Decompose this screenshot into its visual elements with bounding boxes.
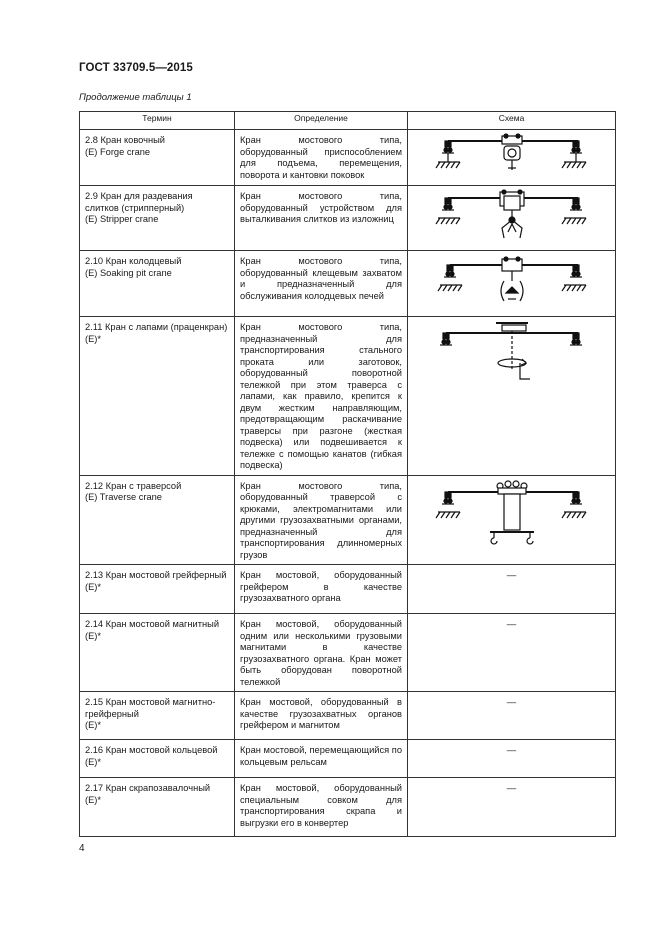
table-row <box>80 692 616 740</box>
term-name: 2.14 Кран мостовой магнитный <box>85 619 220 629</box>
term-english: (E)* <box>85 581 102 592</box>
term-english: (E)* <box>85 333 102 344</box>
term-name: 2.10 Кран колодцевый <box>85 256 182 266</box>
definition-cell: Кран мостового типа, предназначенный для транспортирования стального проката или заготовок, оборудованный поворотной тележкой при этом траверса с лапами, как правило, крепится к двум жестким направляющим, предотвращающим раскачивание траверсы при разгоне (жесткая подвеска) или подвешивается к тележке с помощью канатов (гибкая подвеска) <box>235 317 408 476</box>
definition-cell: Кран мостового типа, оборудованный клещевым захватом и предназначенный для обслуживания колодцевых печей <box>235 251 408 317</box>
column-header-term: Термин <box>80 112 235 130</box>
schema-cell <box>408 251 616 317</box>
term-cell <box>80 317 235 476</box>
table-row <box>80 740 616 778</box>
table-header-row <box>80 112 616 130</box>
definition-cell: Кран мостовой, оборудованный специальным совком для транспортирования скрапа и выгрузки его в конвертер <box>235 778 408 837</box>
term-cell <box>80 186 235 251</box>
standard-header: ГОСТ 33709.5—2015 <box>79 62 193 74</box>
definition-cell: Кран мостового типа, оборудованный приспособлением для подъема, перемещения, поворота и кантовки поковок <box>235 130 408 186</box>
term-cell <box>80 475 235 565</box>
term-english: (E)* <box>85 720 102 730</box>
forge-crane-diagram <box>432 132 592 180</box>
schema-cell <box>408 475 616 565</box>
term-cell <box>80 565 235 614</box>
term-name: 2.15 Кран мостовой магнитно-грейферный <box>85 697 216 719</box>
table-row <box>80 317 616 476</box>
schema-dash: — <box>506 697 517 708</box>
term-name: 2.12 Кран с траверсой <box>85 480 182 491</box>
column-header-schema: Схема <box>408 112 616 130</box>
term-cell <box>80 130 235 186</box>
term-english: (E) Traverse crane <box>85 492 162 502</box>
table-row <box>80 475 616 565</box>
term-english: (E) Stripper crane <box>85 214 159 224</box>
term-cell <box>80 692 235 740</box>
definition-cell: Кран мостовой, перемещающийся по кольцевым рельсам <box>235 740 408 778</box>
column-header-definition: Определение <box>235 112 408 130</box>
claw-crane-diagram <box>432 319 592 387</box>
term-cell <box>80 740 235 778</box>
schema-dash: — <box>506 745 517 756</box>
term-cell <box>80 778 235 837</box>
schema-dash: — <box>506 619 517 630</box>
schema-cell <box>408 740 616 778</box>
schema-cell <box>408 778 616 837</box>
definition-cell: Кран мостовой, оборудованный одним или несколькими грузовыми магнитами в качестве грузозахватного органа. Кран может быть оборудован поворотной тележкой <box>235 614 408 692</box>
term-name: 2.9 Кран для раздевания слитков (стрипперный) <box>85 191 193 213</box>
term-name: 2.8 Кран ковочный <box>85 135 165 145</box>
page-number: 4 <box>79 843 85 854</box>
term-english: (E)* <box>85 794 102 805</box>
term-cell <box>80 251 235 317</box>
table-row <box>80 130 616 186</box>
definition-cell: Кран мостового типа, оборудованный траверсой с крюками, электромагнитами или другими грузозахватными органами, предназначенный для транспортирования длинномерных грузов <box>235 475 408 565</box>
schema-cell <box>408 186 616 251</box>
term-name: 2.11 Кран с лапами (праценкран) <box>85 322 228 332</box>
table-row <box>80 565 616 614</box>
definition-cell: Кран мостовой, оборудованный грейфером в качестве грузозахватного органа <box>235 565 408 614</box>
traverse-crane-diagram <box>432 478 592 548</box>
term-name: 2.17 Кран скрапозавалочный <box>85 783 211 793</box>
table-row <box>80 778 616 837</box>
schema-cell <box>408 692 616 740</box>
schema-cell <box>408 317 616 476</box>
stripper-crane-diagram <box>432 188 592 246</box>
term-english: (E) Soaking pit crane <box>85 267 172 278</box>
table-continuation-caption: Продолжение таблицы 1 <box>79 92 192 103</box>
term-name: 2.13 Кран мостовой грейферный <box>85 570 227 580</box>
table-row <box>80 251 616 317</box>
definition-cell: Кран мостовой, оборудованный в качестве грузозахватных органов грейфером и магнитом <box>235 692 408 740</box>
table-row <box>80 614 616 692</box>
soaking-pit-crane-diagram <box>432 253 592 311</box>
term-english: (E)* <box>85 756 102 767</box>
schema-cell <box>408 130 616 186</box>
terms-table <box>79 111 616 837</box>
schema-cell <box>408 614 616 692</box>
schema-dash: — <box>506 783 517 794</box>
definition-cell: Кран мостового типа, оборудованный устройством для выталкивания слитков из изложниц <box>235 186 408 251</box>
term-name: 2.16 Кран мостовой кольцевой <box>85 745 218 755</box>
term-english: (E)* <box>85 630 102 641</box>
schema-cell <box>408 565 616 614</box>
term-cell <box>80 614 235 692</box>
table-row <box>80 186 616 251</box>
term-english: (E) Forge crane <box>85 146 151 157</box>
schema-dash: — <box>506 570 517 581</box>
